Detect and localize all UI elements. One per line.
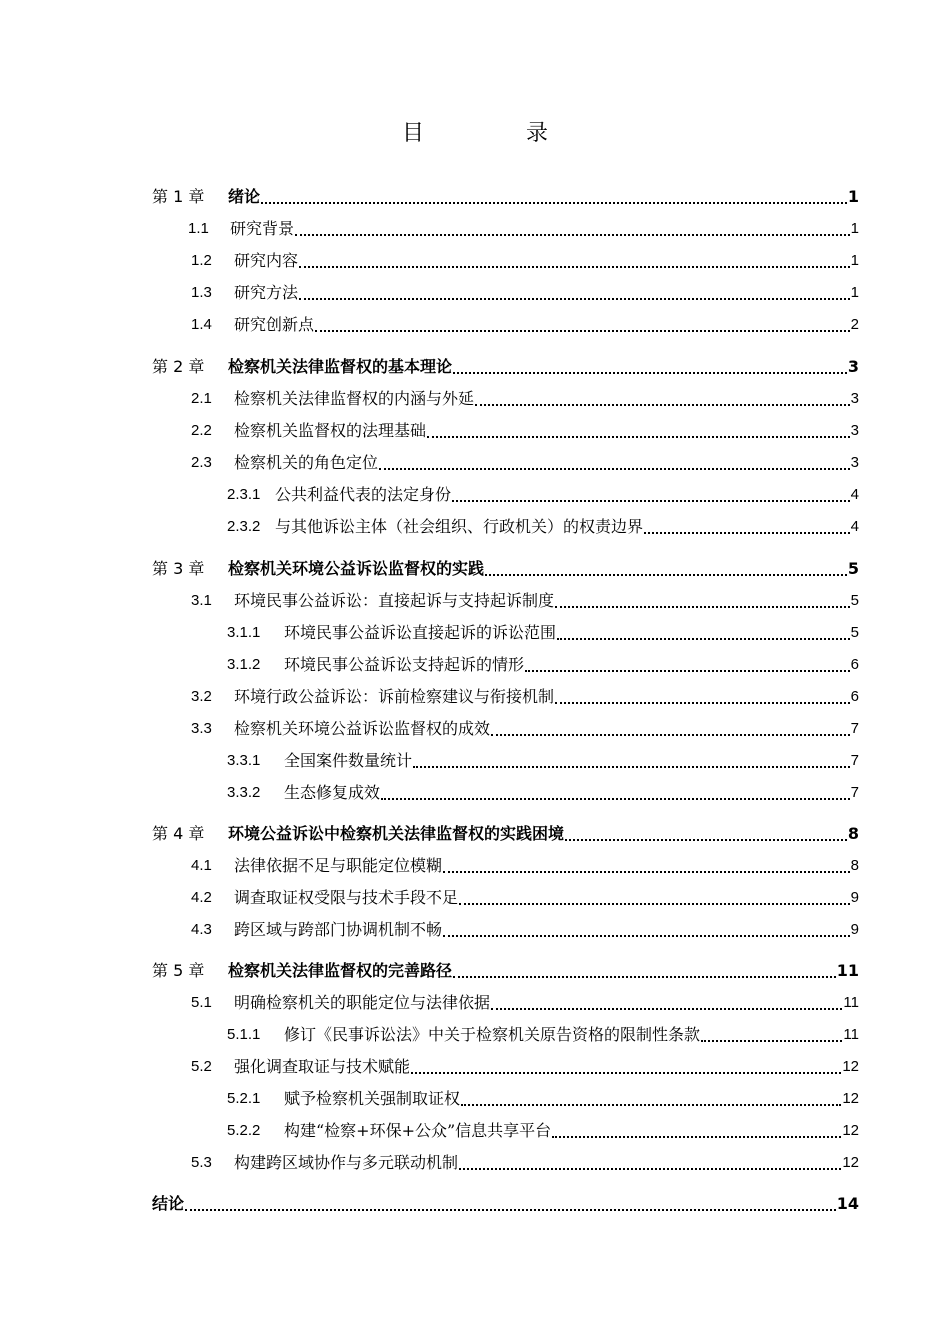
dot-leader [299, 250, 850, 268]
toc-entry-4-2[interactable] [191, 884, 859, 908]
toc-number: 2.2 [191, 422, 212, 439]
toc-entry-3-2[interactable] [191, 683, 859, 707]
toc-number: 4.2 [191, 889, 212, 906]
dot-leader [453, 960, 836, 978]
dot-leader [411, 1056, 841, 1074]
toc-page: 1 [850, 284, 859, 301]
toc-number: 第 5 章 [152, 961, 205, 980]
toc-page: 8 [847, 824, 859, 843]
toc-entry-2-2[interactable] [191, 417, 859, 441]
toc-entry-4-3[interactable] [191, 916, 859, 940]
dot-leader [644, 516, 850, 534]
toc-entry-1-1[interactable] [188, 215, 859, 239]
toc-number: 4.3 [191, 921, 212, 938]
toc-entry-2-3[interactable] [191, 449, 859, 473]
toc-text: 跨区域与跨部门协调机制不畅 [234, 920, 443, 939]
toc-entry-3-3-2[interactable] [227, 779, 859, 803]
toc-number: 2.3.2 [227, 518, 261, 535]
toc-number: 3.2 [191, 688, 212, 705]
toc-number: 4.1 [191, 857, 212, 874]
toc-page: 11 [843, 994, 859, 1011]
toc-entry-conclusion[interactable] [152, 1190, 859, 1214]
toc-page: 9 [850, 921, 859, 938]
toc-number: 5.2.2 [227, 1122, 261, 1139]
toc-entry-5-1-1[interactable] [227, 1021, 859, 1045]
toc-entry-chapter-5[interactable] [152, 957, 859, 981]
toc-text: 环境行政公益诉讼：诉前检察建议与衔接机制 [234, 687, 555, 706]
toc-text: 生态修复成效 [284, 783, 381, 802]
toc-text: 与其他诉讼主体（社会组织、行政机关）的权责边界 [275, 517, 644, 536]
toc-entry-3-1-1[interactable] [227, 619, 859, 643]
toc-entry-3-1-2[interactable] [227, 651, 859, 675]
dot-leader [555, 590, 850, 608]
toc-text: 研究内容 [234, 251, 299, 270]
toc-number: 5.3 [191, 1154, 212, 1171]
toc-text: 修订《民事诉讼法》中关于检察机关原告资格的限制性条款 [284, 1025, 701, 1044]
toc-title: 目 录 [401, 121, 588, 146]
toc-page: 1 [850, 220, 859, 237]
toc-page: 12 [842, 1122, 859, 1139]
dot-leader [459, 887, 850, 905]
toc-text: 研究方法 [234, 283, 299, 302]
toc-entry-3-3-1[interactable] [227, 747, 859, 771]
toc-page: 3 [847, 357, 859, 376]
toc-page: 7 [850, 784, 859, 801]
toc-number: 第 1 章 [152, 187, 205, 206]
toc-text: 研究背景 [230, 219, 295, 238]
toc-page: 6 [850, 656, 859, 673]
toc-entry-2-1[interactable] [191, 385, 859, 409]
toc-entry-3-3[interactable] [191, 715, 859, 739]
toc-page: 7 [850, 752, 859, 769]
dot-leader [555, 686, 850, 704]
toc-number: 3.1 [191, 592, 212, 609]
toc-text: 构建跨区域协作与多元联动机制 [234, 1153, 459, 1172]
toc-number: 第 3 章 [152, 559, 205, 578]
toc-entry-chapter-4[interactable] [152, 820, 859, 844]
toc-page: 6 [850, 688, 859, 705]
toc-number: 3.3.1 [227, 752, 261, 769]
toc-number: 1.2 [191, 252, 212, 269]
toc-number: 2.3.1 [227, 486, 261, 503]
toc-text: 结论 [152, 1194, 185, 1213]
toc-number: 5.1 [191, 994, 212, 1011]
dot-leader [185, 1193, 836, 1211]
toc-number: 5.2 [191, 1058, 212, 1075]
toc-text: 全国案件数量统计 [284, 751, 413, 770]
toc-entry-1-2[interactable] [191, 247, 859, 271]
toc-page: 3 [850, 390, 859, 407]
toc-text: 检察机关环境公益诉讼监督权的成效 [234, 719, 491, 738]
toc-number: 第 4 章 [152, 824, 205, 843]
toc-text: 绪论 [228, 187, 261, 206]
dot-leader [427, 420, 850, 438]
toc-text: 法律依据不足与职能定位模糊 [234, 856, 443, 875]
dot-leader [557, 622, 850, 640]
toc-entry-1-4[interactable] [191, 311, 859, 335]
toc-number: 2.1 [191, 390, 212, 407]
dot-leader [701, 1024, 842, 1042]
toc-page: 11 [836, 961, 859, 980]
toc-page: 9 [850, 889, 859, 906]
toc-entry-1-3[interactable] [191, 279, 859, 303]
dot-leader [299, 282, 850, 300]
toc-number: 1.3 [191, 284, 212, 301]
toc-entry-5-1[interactable] [191, 989, 859, 1013]
toc-page: 1 [850, 252, 859, 269]
dot-leader [525, 654, 850, 672]
toc-page: 12 [842, 1154, 859, 1171]
dot-leader [565, 823, 847, 841]
dot-leader [443, 855, 850, 873]
toc-number: 5.2.1 [227, 1090, 261, 1107]
toc-page: 3 [850, 454, 859, 471]
toc-text: 调查取证权受限与技术手段不足 [234, 888, 459, 907]
toc-text: 检察机关法律监督权的基本理论 [228, 357, 453, 376]
toc-page: 8 [850, 857, 859, 874]
dot-leader [475, 388, 850, 406]
toc-page: 3 [850, 422, 859, 439]
toc-text: 检察机关监督权的法理基础 [234, 421, 427, 440]
toc-entry-5-2-1[interactable] [227, 1085, 859, 1109]
dot-leader [459, 1152, 841, 1170]
dot-leader [453, 356, 847, 374]
toc-entry-5-3[interactable] [191, 1149, 859, 1173]
dot-leader [295, 218, 850, 236]
toc-text: 检察机关法律监督权的完善路径 [228, 961, 453, 980]
toc-page: 1 [847, 187, 859, 206]
dot-leader [461, 1088, 841, 1106]
toc-text: 明确检察机关的职能定位与法律依据 [234, 993, 491, 1012]
toc-page: 5 [847, 559, 859, 578]
toc-text: 环境民事公益诉讼：直接起诉与支持起诉制度 [234, 591, 555, 610]
toc-entry-2-3-1[interactable] [227, 481, 859, 505]
dot-leader [485, 558, 847, 576]
toc-entry-3-1[interactable] [191, 587, 859, 611]
toc-entry-4-1[interactable] [191, 852, 859, 876]
dot-leader [491, 992, 842, 1010]
toc-text: 强化调查取证与技术赋能 [234, 1057, 411, 1076]
dot-leader [315, 314, 850, 332]
toc-entry-5-2-2[interactable] [227, 1117, 859, 1141]
toc-entry-5-2[interactable] [191, 1053, 859, 1077]
toc-page: 12 [842, 1058, 859, 1075]
toc-number: 3.3.2 [227, 784, 261, 801]
toc-page: 4 [850, 518, 859, 535]
dot-leader [413, 750, 850, 768]
dot-leader [491, 718, 850, 736]
toc-number: 2.3 [191, 454, 212, 471]
toc-page: 14 [836, 1194, 859, 1213]
toc-text: 检察机关环境公益诉讼监督权的实践 [228, 559, 485, 578]
toc-entry-chapter-2[interactable] [152, 353, 859, 377]
toc-number: 5.1.1 [227, 1026, 261, 1043]
toc-page: 2 [850, 316, 859, 333]
toc-text: 构建“检察+环保+公众”信息共享平台 [284, 1121, 552, 1140]
toc-text: 公共利益代表的法定身份 [275, 485, 452, 504]
toc-text: 环境民事公益诉讼直接起诉的诉讼范围 [284, 623, 557, 642]
dot-leader [379, 452, 850, 470]
toc-number: 3.1.2 [227, 656, 261, 673]
toc-text: 检察机关的角色定位 [234, 453, 379, 472]
toc-page: 5 [850, 592, 859, 609]
toc-number: 第 2 章 [152, 357, 205, 376]
toc-page: 11 [843, 1026, 859, 1043]
toc-text: 环境民事公益诉讼支持起诉的情形 [284, 655, 525, 674]
toc-text: 赋予检察机关强制取证权 [284, 1089, 461, 1108]
dot-leader [443, 919, 850, 937]
toc-page: 7 [850, 720, 859, 737]
toc-number: 1.1 [188, 220, 209, 237]
dot-leader [552, 1120, 841, 1138]
toc-page: 4 [850, 486, 859, 503]
toc-number: 3.3 [191, 720, 212, 737]
toc-text: 研究创新点 [234, 315, 315, 334]
toc-text: 检察机关法律监督权的内涵与外延 [234, 389, 475, 408]
dot-leader [452, 484, 850, 502]
toc-number: 1.4 [191, 316, 212, 333]
toc-page: 5 [850, 624, 859, 641]
toc-page: 12 [842, 1090, 859, 1107]
dot-leader [261, 186, 847, 204]
toc-entry-2-3-2[interactable] [227, 513, 859, 537]
toc-entry-chapter-1[interactable] [152, 183, 859, 207]
dot-leader [381, 782, 850, 800]
toc-text: 环境公益诉讼中检察机关法律监督权的实践困境 [228, 824, 565, 843]
toc-number: 3.1.1 [227, 624, 261, 641]
toc-entry-chapter-3[interactable] [152, 555, 859, 579]
